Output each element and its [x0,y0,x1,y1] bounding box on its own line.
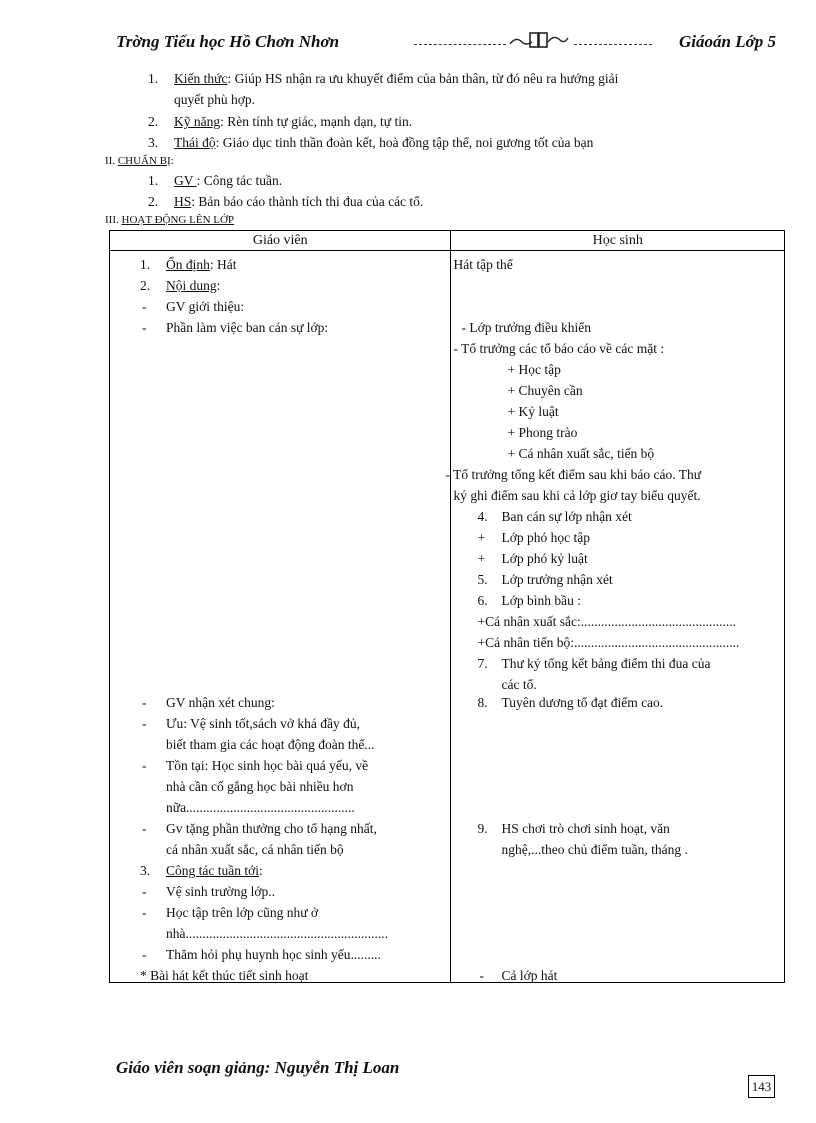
student-line: + Cá nhân xuất sắc, tiến bộ [507,446,655,461]
student-line: ký ghi điểm sau khi cả lớp giơ tay biểu quyết. [453,488,701,503]
teacher-line: GV giới thiệu: [166,299,245,314]
section-title: CHUẨN BỊ [117,155,171,167]
list-number: 3. [148,135,159,150]
list-number: + [477,530,486,545]
item-label: HS [174,194,192,209]
school-name: Trờng Tiểu học Hồ Chơn Nhơn [116,32,340,51]
student-line: Lớp bình bầu : [501,593,581,608]
preparation-item-2 [148,194,424,210]
bullet: - [142,884,147,899]
lesson-plan-table [109,230,785,983]
teacher-line: biết tham gia các hoạt động đoàn thể... [166,737,375,752]
header-rule-left [414,44,506,45]
bullet: - [142,758,147,773]
column-header-student: Học sinh [451,231,785,251]
list-number: 8. [477,695,488,710]
book-ornament-icon [508,30,570,52]
section-heading-activities [105,214,234,226]
objective-3 [148,135,594,151]
objective-label: Thái độ [174,135,216,150]
list-number: 2. [148,114,159,129]
page-header [116,30,776,56]
bullet: - [142,716,147,731]
student-line: nghệ,...theo chủ điểm tuần, tháng . [501,842,688,857]
section-heading-preparation [105,155,174,167]
teacher-line: Thăm hỏi phụ huynh học sinh yếu......... [166,947,381,962]
teacher-line: nữa.................................................. [166,800,355,815]
section-number: III. [105,214,119,226]
preparation-item-1 [148,173,283,189]
bullet: - [142,905,147,920]
grade-label: Giáoán Lớp 5 [679,32,776,51]
bullet: - [142,320,147,335]
list-number: 2. [148,194,159,209]
teacher-line: GV nhận xét chung: [166,695,275,710]
teacher-line: Công tác tuần tới: [166,863,263,878]
student-line: Thư ký tổng kết bảng điểm thi đua của [501,656,711,671]
bullet: - [142,947,147,962]
teacher-line: Phần làm việc ban cán sự lớp: [166,320,329,335]
teacher-line: * Bài hát kết thúc tiết sinh hoạt [140,968,309,983]
header-rule-right [574,44,652,45]
objective-text: : Giáo dục tinh thần đoàn kết, hoà đồng tập thể, noi gương tốt của bạn [215,135,594,150]
student-line: Ban cán sự lớp nhận xét [501,509,632,524]
student-line: + Học tập [507,362,561,377]
list-number: 6. [477,593,488,608]
student-line: + Phong trào [507,425,578,440]
teacher-line: 3. [140,863,151,878]
bullet: - [479,968,484,983]
teacher-column [110,251,451,983]
column-header-teacher: Giáo viên [110,231,451,251]
teacher-line: nhà............................................................ [166,926,388,941]
page-number: 143 [748,1075,775,1098]
student-line: Lớp phó học tập [501,530,590,545]
objective-1-continued: quyết phù hợp. [174,92,256,107]
list-number: 1. [148,173,159,188]
teacher-line: Gv tặng phần thưởng cho tổ hạng nhất, [166,821,377,836]
list-number: 4. [477,509,488,524]
teacher-line: Vệ sinh trường lớp.. [166,884,275,899]
list-number: + [477,551,486,566]
item-label: GV [174,173,197,188]
section-colon: : [170,155,174,167]
student-line: các tổ. [501,677,537,692]
objective-label: Kỹ năng [174,114,221,129]
objective-text: : Rèn tính tự giác, mạnh dạn, tự tin. [220,114,413,129]
item-text: : Công tác tuần. [196,173,283,188]
item-text: : Bản báo cáo thành tích thi đua của các tổ. [191,194,424,209]
student-line: + Chuyên cần [507,383,583,398]
student-line: Lớp trưởng nhận xét [501,572,613,587]
teacher-line: Tồn tại: Học sinh học bài quá yếu, về [166,758,369,773]
list-number: 9. [477,821,488,836]
list-number: 5. [477,572,488,587]
objective-2 [148,114,413,130]
objective-label: Kiến thức [174,71,228,86]
student-line: - Tổ trưởng tổng kết điểm sau khi báo cáo. Thư [445,467,702,482]
teacher-line: Nội dung: [166,278,221,293]
teacher-signature-line: Giáo viên soạn giảng: Nguyễn Thị Loan [116,1058,400,1077]
list-number: 7. [477,656,488,671]
student-line: - Tổ trưởng các tổ báo cáo về các mặt : [453,341,665,356]
objective-text: : Giúp HS nhận ra ưu khuyết điểm của bản thân, từ đó nêu ra hướng giải [227,71,619,86]
student-line: + Kỷ luật [507,404,559,419]
student-line: HS chơi trò chơi sinh hoạt, văn [501,821,670,836]
student-column [445,251,785,983]
bullet: - [142,695,147,710]
section-number: II. [105,155,116,167]
student-line: Hát tập thể [453,257,513,272]
teacher-line: 1. [140,257,151,272]
teacher-line: cá nhân xuất sắc, cá nhân tiến bộ [166,842,344,857]
list-number: 1. [148,71,159,86]
objective-1 [148,71,619,87]
student-line: Lớp phó kỷ luật [501,551,588,566]
student-line: Tuyên dương tổ đạt điểm cao. [501,695,664,710]
teacher-line: Học tập trên lớp cũng như ở [166,905,319,920]
section-title: HOẠT ĐỘNG LÊN LỚP [121,214,235,226]
student-line: - Lớp trưởng điều khiển [461,320,592,335]
student-line: Cả lớp hát [501,968,558,983]
bullet: - [142,299,147,314]
teacher-line: Ổn định: Hát [166,257,237,272]
teacher-line: 2. [140,278,151,293]
teacher-line: nhà cần cố gắng học bài nhiều hơn [166,779,354,794]
teacher-line: Ưu: Vệ sinh tốt,sách vở khá đầy đủ, [166,716,360,731]
student-line: +Cá nhân xuất sắc:.............................................. [477,614,736,629]
bullet: - [142,821,147,836]
student-line: +Cá nhân tiến bộ:................................................. [477,635,740,650]
